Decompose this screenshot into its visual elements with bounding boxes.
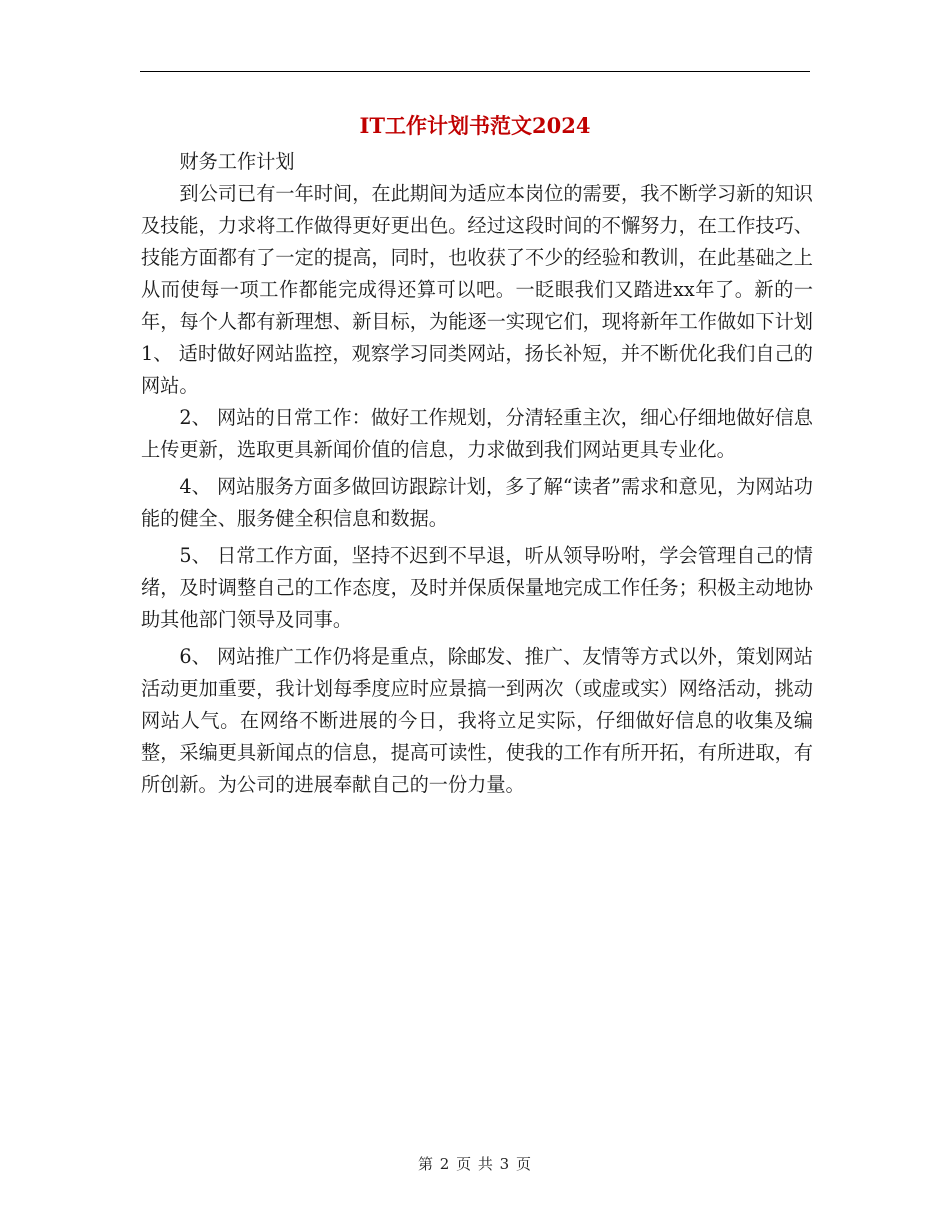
document-body	[141, 146, 813, 806]
paragraph-intro: 到公司已有一年时间，在此期间为适应本岗位的需要，我不断学习新的知识及技能，力求将工作做得更好更出色。经过这段时间的不懈努力，在工作技巧、技能方面都有了一定的提高，同时，也收获了不少的经验和教训，在此基础之上从而使每一项工作都能完成得还算可以吧。一眨眼我们又踏进xx年了。新的一年，每个人都有新理想、新目标，为能逐一实现它们，现将新年工作做如下计划1、 适时做好网站监控，观察学习同类网站，扬长补短，并不断优化我们自己的网站。	[141, 182, 813, 397]
paragraph-item-5: 5、 日常工作方面，坚持不迟到不早退，听从领导吩咐，学会管理自己的情绪，及时调整自己的工作态度，及时并保质保量地完成工作任务；积极主动地协助其他部门领导及同事。	[141, 544, 813, 631]
page-footer: 第 2 页 共 3 页	[418, 1155, 532, 1173]
paragraph-item-4: 4、 网站服务方面多做回访跟踪计划，多了解“读者”需求和意见，为网站功能的健全、服务健全积信息和数据。	[141, 475, 813, 530]
document-title: IT工作计划书范文2024	[359, 113, 591, 138]
paragraph-heading: 财务工作计划	[179, 150, 295, 173]
paragraph-item-2: 2、 网站的日常工作：做好工作规划，分清轻重主次，细心仔细地做好信息上传更新，选取更具新闻价值的信息，力求做到我们网站更具专业化。	[141, 406, 813, 461]
header-rule	[140, 71, 810, 72]
paragraph-item-6: 6、 网站推广工作仍将是重点，除邮发、推广、友情等方式以外，策划网站活动更加重要，我计划每季度应时应景搞一到两次（或虚或实）网络活动，挑动网站人气。在网络不断进展的今日，我将立足实际，仔细做好信息的收集及编整，采编更具新闻点的信息，提高可读性，使我的工作有所开拓，有所进取，有所创新。为公司的进展奉献自己的一份力量。	[141, 645, 813, 796]
